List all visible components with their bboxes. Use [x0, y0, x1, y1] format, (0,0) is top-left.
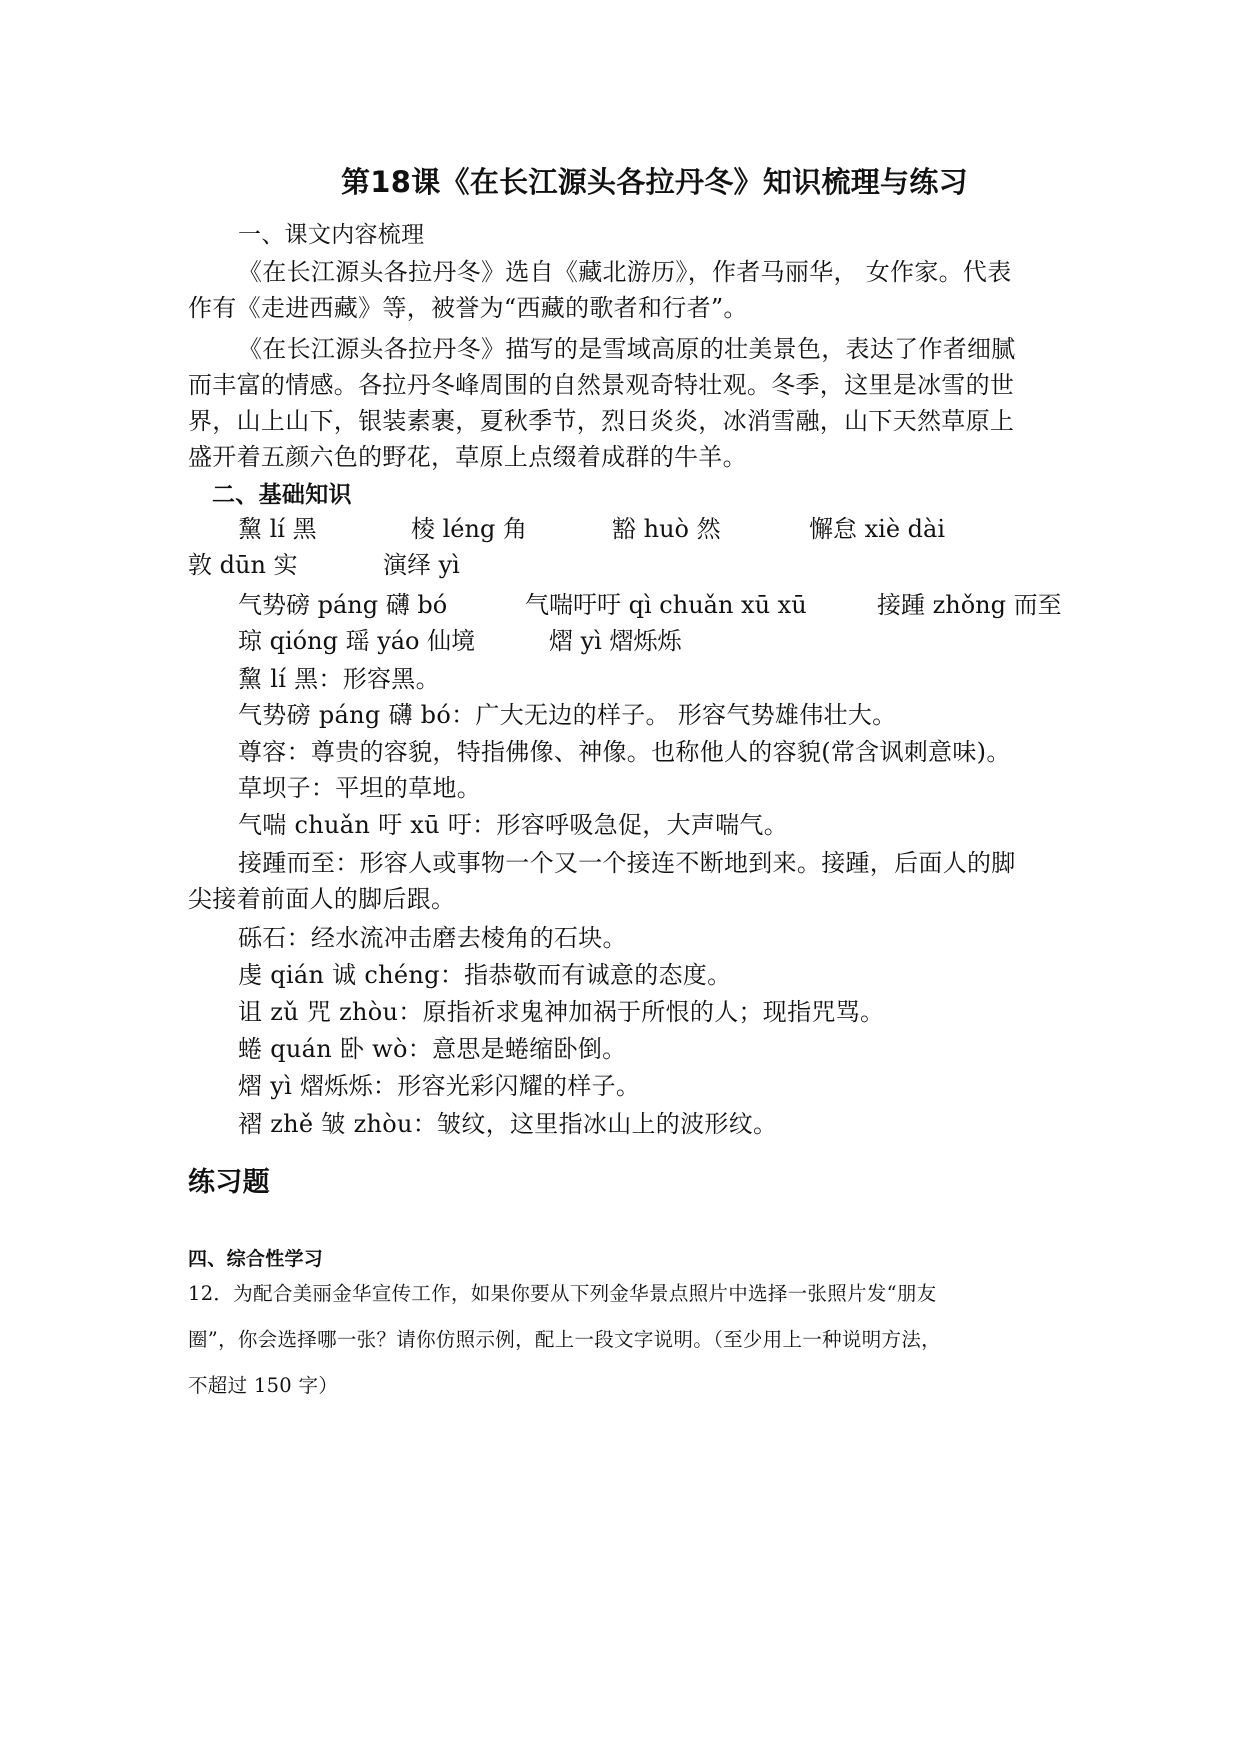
- paragraph-line: 《在长江源头各拉丹冬》选自《藏北游历》，作者马丽华， 女作家。代表: [238, 258, 1012, 286]
- vocab-item: 接踵 zhǒng 而至: [877, 591, 1062, 619]
- vocab-item: 气势磅 páng 礴 bó: [238, 591, 448, 619]
- vocab-item: 黧 lí 黑: [238, 515, 317, 543]
- vocab-item: 豁 huò 然: [612, 515, 721, 543]
- definition-line: 褶 zhě 皱 zhòu：皱纹，这里指冰山上的波形纹。: [238, 1110, 778, 1138]
- definition-line: 气喘 chuǎn 吁 xū 吁：形容呼吸急促，大声喘气。: [238, 811, 789, 839]
- vocab-item: 琼 qióng 瑶 yáo 仙境: [238, 627, 476, 655]
- definition-line: 诅 zǔ 咒 zhòu：原指祈求鬼神加祸于所恨的人；现指咒骂。: [238, 998, 885, 1026]
- paragraph-line: 作有《走进西藏》等，被誉为“西藏的歌者和行者”。: [188, 294, 748, 322]
- section-heading-content-review: 一、课文内容梳理: [238, 222, 425, 248]
- vocab-item: 演绎 yì: [383, 551, 460, 579]
- paragraph-line: 《在长江源头各拉丹冬》描写的是雪域高原的壮美景色，表达了作者细腻: [238, 335, 1016, 363]
- definition-line: 尊容：尊贵的容貌，特指佛像、神像。也称他人的容貌(常含讽刺意味)。: [238, 738, 1011, 766]
- vocab-item: 气喘吁吁 qì chuǎn xū xū: [525, 591, 807, 619]
- exercises-heading: 练习题: [188, 1167, 270, 1198]
- vocab-item: 熠 yì 熠烁烁: [549, 627, 682, 655]
- definition-line: 黧 lí 黑：形容黑。: [238, 665, 440, 693]
- page-title: 第18课《在长江源头各拉丹冬》知识梳理与练习: [341, 165, 968, 199]
- question-line: 不超过 150 字）: [188, 1374, 339, 1397]
- definition-line: 尖接着前面人的脚后跟。: [188, 885, 456, 913]
- paragraph-line: 盛开着五颜六色的野花，草原上点缀着成群的牛羊。: [188, 443, 747, 471]
- definition-line: 接踵而至：形容人或事物一个又一个接连不断地到来。接踵，后面人的脚: [238, 849, 1016, 877]
- definition-line: 蜷 quán 卧 wò：意思是蜷缩卧倒。: [238, 1035, 627, 1063]
- vocab-item: 棱 léng 角: [411, 515, 527, 543]
- paragraph-line: 界，山上山下，银装素裹，夏秋季节，烈日炎炎，冰消雪融，山下天然草原上: [188, 407, 1015, 435]
- definition-line: 熠 yì 熠烁烁：形容光彩闪耀的样子。: [238, 1072, 641, 1100]
- paragraph-line: 而丰富的情感。各拉丹冬峰周围的自然景观奇特壮观。冬季，这里是冰雪的世: [188, 371, 1015, 399]
- question-line: 12．为配合美丽金华宣传工作，如果你要从下列金华景点照片中选择一张照片发“朋友: [188, 1282, 937, 1305]
- definition-line: 砾石：经水流冲击磨去棱角的石块。: [238, 924, 627, 952]
- vocab-item: 懈怠 xiè dài: [809, 515, 946, 543]
- section-heading-basic-knowledge: 二、基础知识: [212, 482, 352, 508]
- definition-line: 草坝子：平坦的草地。: [238, 774, 481, 802]
- vocab-item: 敦 dūn 实: [188, 551, 298, 579]
- question-line: 圈”，你会选择哪一张？请你仿照示例，配上一段文字说明。（至少用上一种说明方法，: [188, 1328, 941, 1351]
- exercises-subheading: 四、综合性学习: [188, 1248, 324, 1270]
- definition-line: 虔 qián 诚 chéng：指恭敬而有诚意的态度。: [238, 961, 732, 989]
- definition-line: 气势磅 páng 礴 bó：广大无边的样子。 形容气势雄伟壮大。: [238, 701, 897, 729]
